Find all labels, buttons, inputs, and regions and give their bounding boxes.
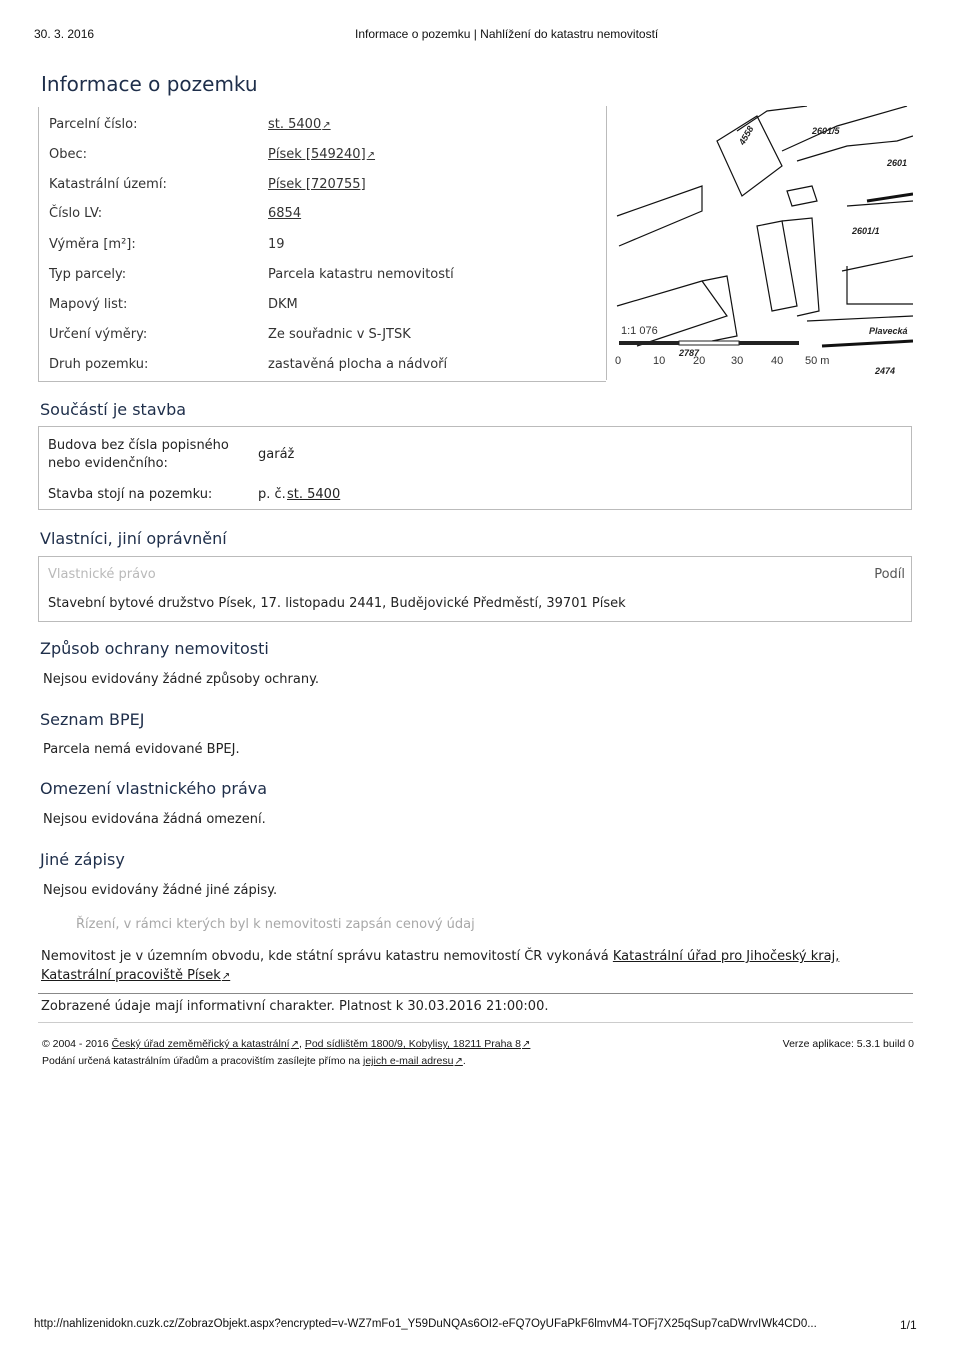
scale-tick-30: 30 — [731, 355, 744, 367]
footer-submission-line: Podání určená katastrálním úřadům a pracovištím zasílejte přímo na jejich e-mail adresu ↗ . — [42, 1055, 466, 1067]
print-url: http://nahlizenidokn.cuzk.cz/ZobrazObjekt.aspx?encrypted=v-WZ7mFo1_Y59DuNQAs6OI2-eFQ7OyUFaPkF6lmvM4-TOFj7X25qSup7caDWrvIWk4CD0... — [34, 1318, 817, 1330]
parcel-info-table — [38, 107, 606, 382]
map-label-2601: 2601 — [887, 158, 908, 168]
protection-text: Nejsou evidovány žádné způsoby ochrany. — [43, 672, 320, 687]
footer-copyright: © 2004 - 2016 — [42, 1038, 109, 1050]
page-title: Informace o pozemku — [41, 72, 258, 96]
lv-number-link[interactable]: 6854 — [268, 206, 302, 221]
map-label-4558: 4558 — [736, 124, 756, 147]
map-sheet-label: Mapový list: — [49, 297, 128, 312]
map-label-plavecka: Plavecká — [869, 326, 908, 336]
area-determination-label: Určení výměry: — [49, 327, 148, 342]
bpej-text: Parcela nemá evidované BPEJ. — [43, 742, 240, 757]
footer-address-link[interactable]: Pod sídlištěm 1800/9, Kobylisy, 18211 Praha 8 ↗ — [305, 1038, 531, 1050]
print-date: 30. 3. 2016 — [34, 27, 95, 41]
scale-tick-50: 50 m — [805, 355, 830, 367]
other-heading: Jiné zápisy — [40, 850, 125, 869]
bpej-heading: Seznam BPEJ — [40, 710, 145, 729]
scale-tick-40: 40 — [771, 355, 784, 367]
parcel-number-link[interactable]: st. 5400 ↗ — [268, 117, 331, 132]
cadastral-area-link[interactable]: Písek [720755] — [268, 177, 366, 192]
area-label: Výměra [m²]: — [49, 237, 136, 252]
land-type-label: Druh pozemku: — [49, 357, 149, 372]
scale-tick-0: 0 — [615, 355, 622, 367]
map-scale-ratio: 1:1 076 — [621, 325, 658, 337]
scale-tick-10: 10 — [653, 355, 666, 367]
footer-copyright-line: © 2004 - 2016 Český úřad zeměměřický a katastrální ↗ , Pod sídlištěm 1800/9, Kobylisy, 18211 Praha 8 ↗ — [42, 1038, 530, 1050]
area-determination-value: Ze souřadnic v S-JTSK — [268, 327, 411, 342]
building-parcel-prefix: p. č. — [258, 487, 286, 502]
authority-paragraph — [41, 947, 901, 986]
owners-heading: Vlastníci, jiní oprávnění — [40, 529, 227, 548]
owners-col-share: Podíl — [874, 567, 905, 582]
building-heading: Součástí je stavba — [40, 400, 187, 419]
map-label-2601-5: 2601/5 — [812, 126, 840, 136]
divider — [38, 1022, 913, 1023]
map-label-2787: 2787 — [679, 348, 700, 358]
cadastral-area-label: Katastrální území: — [49, 177, 167, 192]
land-type-value: zastavěná plocha a nádvoří — [268, 357, 448, 372]
owners-col-right-of-ownership: Vlastnické právo — [48, 567, 156, 582]
protection-heading: Způsob ochrany nemovitosti — [40, 639, 269, 658]
authority-text: Nemovitost je v územním obvodu, kde státní správu katastru nemovitostí ČR vykonává — [41, 949, 609, 964]
authority-link[interactable]: Katastrální úřad pro Jihočeský kraj, Katastrální pracoviště Písek ↗ — [41, 949, 839, 983]
footer-org-link[interactable]: Český úřad zeměměřický a katastrální ↗ — [112, 1038, 299, 1050]
building-parcel-label: Stavba stojí na pozemku: — [48, 487, 213, 502]
lv-number-label: Číslo LV: — [49, 206, 103, 221]
building-table — [38, 426, 912, 510]
restrictions-text: Nejsou evidována žádná omezení. — [43, 812, 266, 827]
divider — [38, 993, 913, 994]
other-text: Nejsou evidovány žádné jiné zápisy. — [43, 883, 278, 898]
cadastral-map-drawing — [607, 106, 913, 380]
print-page-number: 1/1 — [900, 1318, 917, 1332]
municipality-label: Obec: — [49, 147, 88, 162]
footer-email-link[interactable]: jejich e-mail adresu ↗ — [363, 1055, 463, 1067]
owners-table — [38, 556, 912, 622]
parcel-number-label: Parcelní číslo: — [49, 117, 138, 132]
building-value: garáž — [258, 447, 295, 462]
municipality-link[interactable]: Písek [549240] ↗ — [268, 147, 375, 162]
footer-submission-text: Podání určená katastrálním úřadům a pracovištím zasílejte přímo na — [42, 1055, 361, 1067]
map-label-2474: 2474 — [875, 366, 896, 376]
proceedings-link[interactable]: Řízení, v rámci kterých byl k nemovitosti zapsán cenový údaj — [76, 917, 475, 932]
restrictions-heading: Omezení vlastnického práva — [40, 779, 268, 798]
print-title: Informace o pozemku | Nahlížení do katastru nemovitostí — [355, 27, 659, 41]
map-label-2601-1: 2601/1 — [852, 226, 880, 236]
app-version: Verze aplikace: 5.3.1 build 0 — [782, 1038, 914, 1050]
building-label: Budova bez čísla popisného nebo evidenčního: — [48, 438, 229, 471]
map-sheet-value: DKM — [268, 297, 298, 312]
parcel-type-label: Typ parcely: — [49, 267, 127, 282]
owner-entry: Stavební bytové družstvo Písek, 17. listopadu 2441, Budějovické Předměstí, 39701 Písek — [48, 596, 626, 611]
validity-note: Zobrazené údaje mají informativní charakter. Platnost k 30.03.2016 21:00:00. — [41, 999, 549, 1014]
scale-tick-20: 20 — [693, 355, 706, 367]
building-parcel-link[interactable]: st. 5400 — [287, 487, 341, 502]
parcel-type-value: Parcela katastru nemovitostí — [268, 267, 454, 282]
cadastral-map[interactable] — [606, 106, 913, 380]
area-value: 19 — [268, 237, 285, 252]
